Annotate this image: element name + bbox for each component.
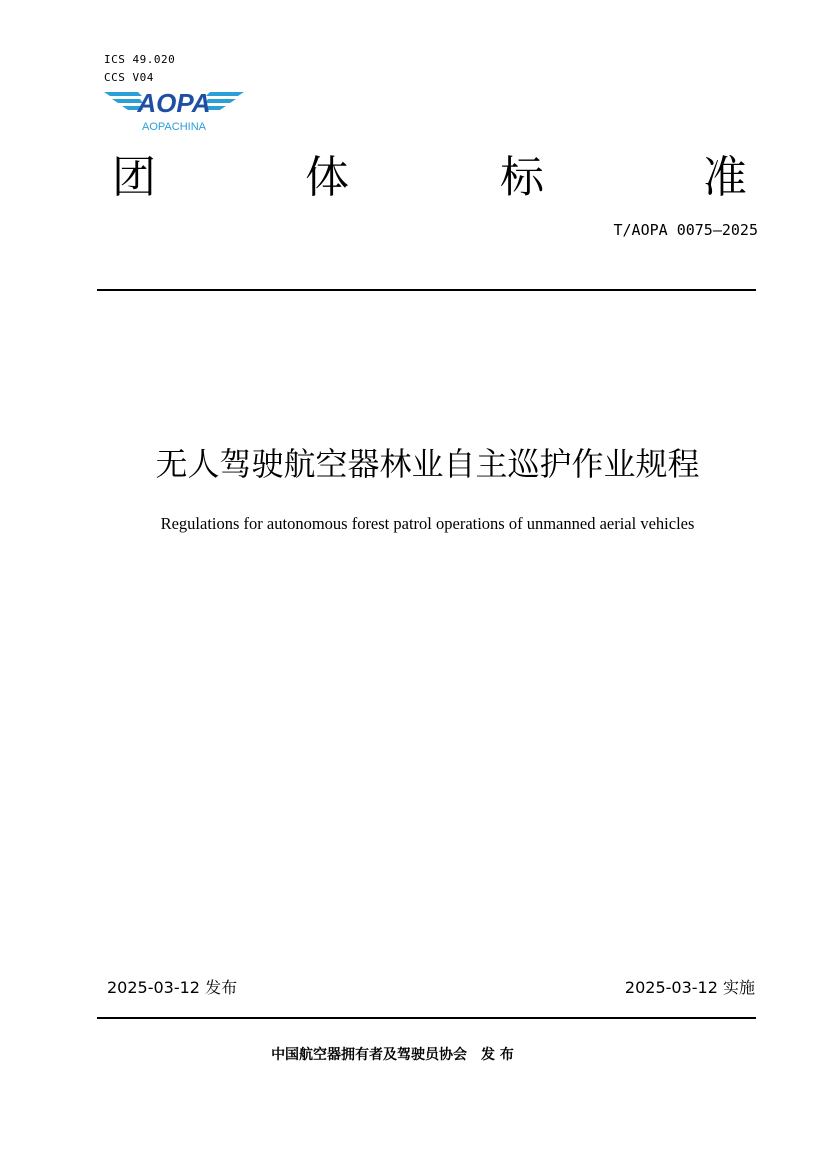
logo-subtext: AOPACHINA: [142, 121, 206, 133]
top-divider: [97, 289, 756, 291]
bottom-divider: [97, 1017, 756, 1019]
publish-date: 2025-03-12 发布: [107, 978, 238, 997]
standard-type-char-3: 标: [500, 152, 544, 203]
aopa-logo-wing-icon: [104, 86, 244, 136]
logo-wordmark: AOPA: [137, 88, 211, 118]
issuer: 中国航空器拥有者及驾驶员协会 发 布: [271, 1047, 514, 1063]
ics-code: ICS 49.020: [104, 53, 176, 66]
document-title-en: Regulations for autonomous forest patrol operations of unmanned aerial vehicles: [160, 514, 695, 533]
aopa-logo: [104, 86, 244, 136]
ccs-code: CCS V04: [104, 71, 154, 84]
standard-number: T/AOPA 0075—2025: [613, 221, 758, 239]
implement-date: 2025-03-12 实施: [624, 978, 755, 997]
document-title-cn: 无人驾驶航空器林业自主巡护作业规程: [155, 445, 700, 483]
standard-type-char-4: 准: [703, 152, 747, 203]
standard-type-char-2: 体: [305, 152, 349, 203]
standard-type-char-1: 团: [112, 152, 156, 203]
